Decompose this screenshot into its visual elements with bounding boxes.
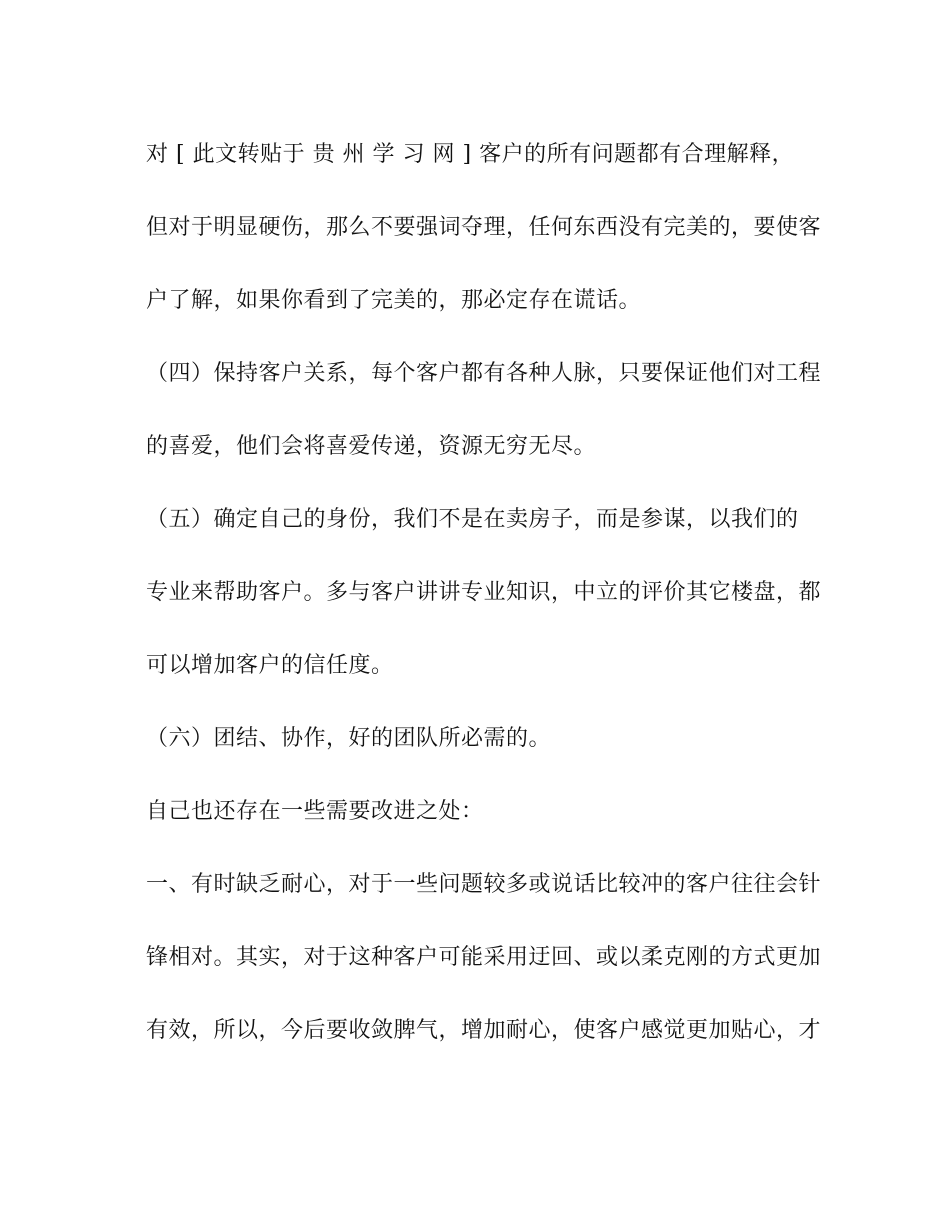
text-line-4: （四）保持客户关系，每个客户都有各种人脉，只要保证他们对工程 [146,361,822,386]
text-line-1: 对 [ 此文转贴于 贵 州 学 习 网 ] 客户的所有问题都有合理解释， [146,142,795,167]
text-line-3: 户了解，如果你看到了完美的，那必定存在谎话。 [146,288,642,313]
text-line-8: 可以增加客户的信任度。 [146,653,394,678]
text-line-12: 锋相对。其实，对于这种客户可能采用迂回、或以柔克刚的方式更加 [146,945,822,970]
text-line-11: 一、有时缺乏耐心，对于一些问题较多或说话比较冲的客户往往会针 [146,872,822,897]
text-line-10: 自己也还存在一些需要改进之处： [146,799,484,824]
text-line-9: （六）团结、协作，好的团队所必需的。 [146,726,552,751]
text-line-7: 专业来帮助客户。多与客户讲讲专业知识，中立的评价其它楼盘，都 [146,580,822,605]
text-line-13: 有效，所以，今后要收敛脾气，增加耐心，使客户感觉更加贴心，才 [146,1018,822,1043]
text-line-5: 的喜爱，他们会将喜爱传递，资源无穷无尽。 [146,434,597,459]
text-line-6: （五）确定自己的身份，我们不是在卖房子，而是参谋，以我们的 [146,507,799,532]
text-line-2: 但对于明显硬伤，那么不要强词夺理，任何东西没有完美的，要使客 [146,215,822,240]
